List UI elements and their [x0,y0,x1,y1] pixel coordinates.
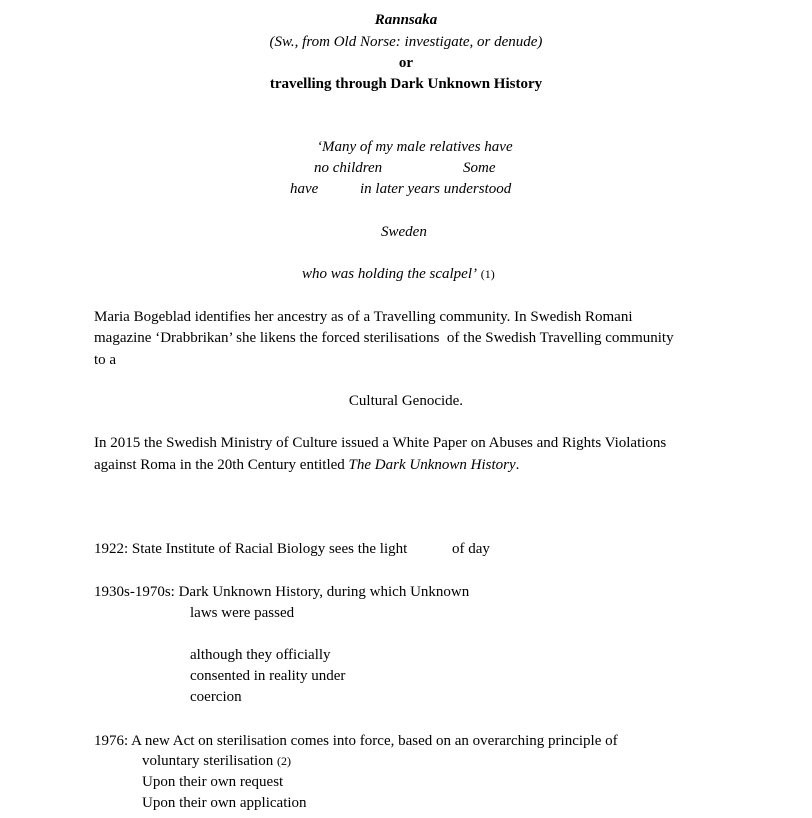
timeline-1976-line-2-text: voluntary sterilisation [142,753,274,769]
timeline-1930-line-2: laws were passed [190,605,295,621]
poem-line-1: ‘Many of my male relatives have [317,139,513,155]
poem-line-5-text: who was holding the scalpel’ [302,266,477,282]
timeline-1922-b: of day [452,541,490,557]
timeline-1976-line-4: Upon their own application [142,795,307,811]
para2-line-2-post: . [515,457,520,473]
poem-line-5 [302,265,495,283]
report-title: The Dark Unknown History [348,457,516,473]
title-or: or [398,55,414,71]
title-word: Rannsaka [374,12,438,28]
timeline-1976-line-2 [142,752,291,770]
para2-line-1: In 2015 the Swedish Ministry of Culture issued a White Paper on Abuses and Rights Violations [94,435,667,451]
poem-line-2b: Some [463,160,496,176]
poem-line-2a: no children [314,160,383,176]
timeline-1922-a: 1922: State Institute of Racial Biology sees the light [94,541,408,557]
footnote-ref-1: (1) [480,267,495,281]
title-subtitle: travelling through Dark Unknown History [269,76,543,92]
timeline-1976-line-1: 1976: A new Act on sterilisation comes into force, based on an overarching principle of [94,733,618,749]
poem-line-4: Sweden [381,224,427,240]
poem-line-3b: in later years understood [360,181,512,197]
cultural-genocide: Cultural Genocide. [348,393,464,409]
footnote-ref-2: (2) [276,754,291,768]
para2-line-2-pre: against Roma in the 20th Century entitled [94,457,349,473]
timeline-1930-line-5: coercion [190,689,242,705]
para2-line-2 [94,456,519,474]
poem-line-3a: have [290,181,319,197]
para1-line-2: magazine ‘Drabbrikan’ she likens the forced sterilisations of the Swedish Travelling community [94,330,674,346]
para1-line-1: Maria Bogeblad identifies her ancestry as of a Travelling community. In Swedish Romani [94,309,633,325]
timeline-1930-line-3: although they officially [190,647,331,663]
timeline-1930-line-1: 1930s-1970s: Dark Unknown History, during which Unknown [94,584,470,600]
title-etymology: (Sw., from Old Norse: investigate, or denude) [269,34,543,50]
timeline-1930-line-4: consented in reality under [190,668,346,684]
timeline-1976-line-3: Upon their own request [142,774,284,790]
para1-line-3: to a [94,352,117,368]
